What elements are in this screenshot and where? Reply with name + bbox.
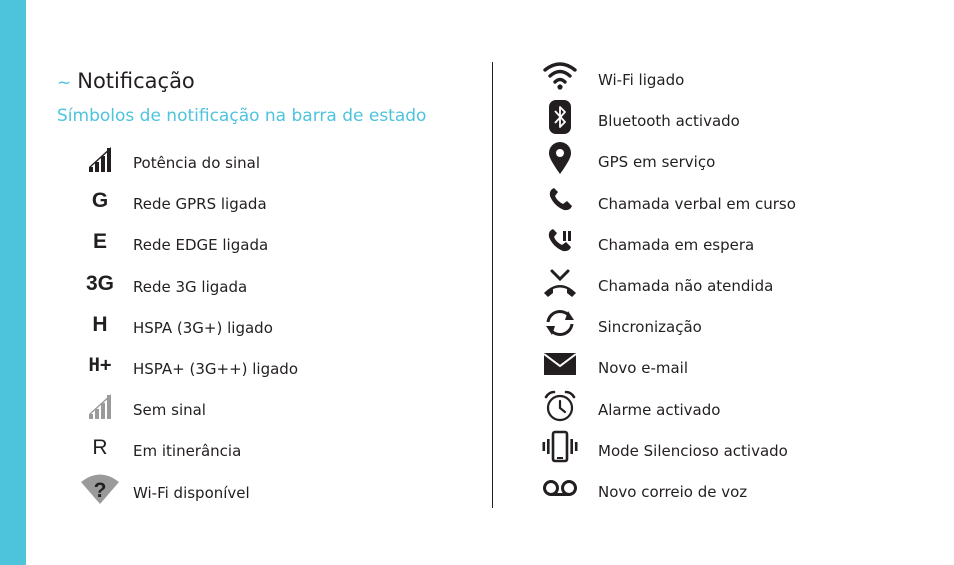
list-item-label: Em itinerância (133, 442, 242, 460)
wifi-available-icon (80, 472, 120, 506)
envelope-icon (540, 347, 580, 381)
wifi-connected-icon (540, 59, 580, 93)
list-item-label: Chamada verbal em curso (598, 195, 796, 213)
voicemail-icon (540, 471, 580, 505)
glyph-text: H (92, 312, 108, 336)
hspa-plus-icon (80, 348, 120, 382)
page-title-text: Notificação (77, 69, 195, 94)
glyph-text: G (91, 188, 109, 212)
vibrate-icon (540, 430, 580, 464)
list-item-label: Sincronização (598, 318, 702, 336)
section-heading: Símbolos de notificação na barra de estado (57, 106, 427, 126)
list-item-label: Sem sinal (133, 401, 206, 419)
gprs-g-icon (80, 183, 120, 217)
column-divider (492, 62, 493, 508)
glyph-text: 3G (85, 271, 114, 295)
glyph-text: R (92, 435, 108, 459)
list-item-label: Rede EDGE ligada (133, 236, 269, 254)
glyph-text: E (92, 229, 107, 253)
hspa-h-icon (80, 307, 120, 341)
no-signal-icon (80, 389, 120, 423)
list-item-label: Mode Silencioso activado (598, 442, 788, 460)
title-tilde-mark: ~ (57, 73, 72, 94)
list-item-label: HSPA+ (3G++) ligado (133, 360, 299, 378)
list-item-label: Chamada em espera (598, 236, 755, 254)
edge-e-icon (80, 224, 120, 258)
list-item-label: Novo correio de voz (598, 483, 748, 501)
side-accent-bar (0, 0, 26, 565)
alarm-clock-icon (540, 389, 580, 423)
sync-icon (540, 306, 580, 340)
list-item-label: HSPA (3G+) ligado (133, 319, 273, 337)
3g-icon (80, 266, 120, 300)
list-item-label: Rede 3G ligada (133, 278, 248, 296)
glyph-text: H+ (88, 353, 112, 376)
list-item-label: Chamada não atendida (598, 277, 774, 295)
list-item-label: Novo e-mail (598, 359, 688, 377)
list-item-label: Potência do sinal (133, 154, 260, 172)
list-item-label: Rede GPRS ligada (133, 195, 267, 213)
list-item-label: Wi-Fi ligado (598, 71, 685, 89)
signal-strength-icon (80, 142, 120, 176)
call-hold-icon (540, 224, 580, 258)
page-title (57, 69, 195, 93)
roaming-r-icon (80, 430, 120, 464)
gps-pin-icon (540, 141, 580, 175)
list-item-label: Wi-Fi disponível (133, 484, 250, 502)
list-item-label: Alarme activado (598, 401, 721, 419)
phone-call-icon (540, 183, 580, 217)
list-item-label: GPS em serviço (598, 153, 716, 171)
glyph-text: ? (93, 479, 107, 502)
bluetooth-icon (540, 100, 580, 134)
list-item-label: Bluetooth activado (598, 112, 740, 130)
missed-call-icon (540, 265, 580, 299)
